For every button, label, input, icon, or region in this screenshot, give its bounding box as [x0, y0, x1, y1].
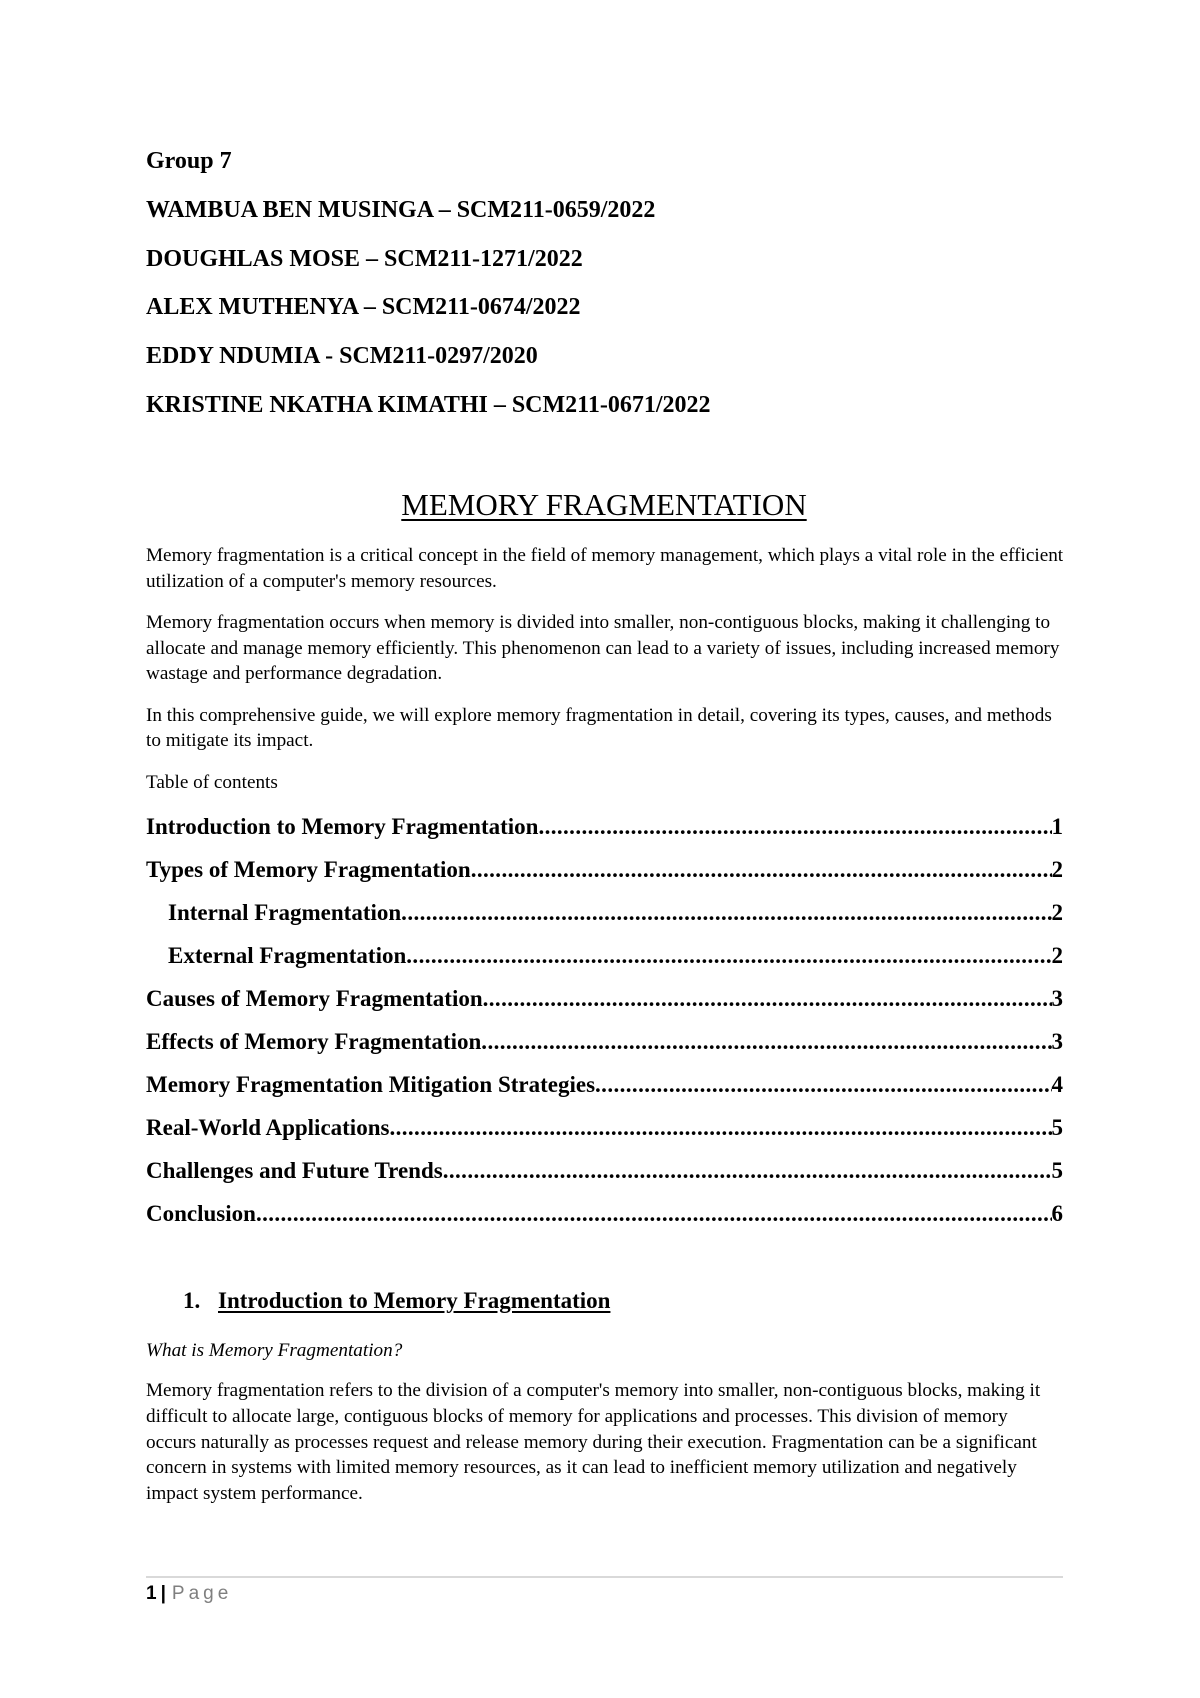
intro-paragraph: In this comprehensive guide, we will explore memory fragmentation in detail, covering its types, causes, and methods to mitigate its impact.: [146, 704, 1052, 751]
toc-entry-page: 4: [1051, 1072, 1063, 1097]
toc-entry-label: Memory Fragmentation Mitigation Strategies: [146, 1072, 596, 1097]
section-title: Introduction to Memory Fragmentation: [218, 1288, 611, 1313]
toc-entry-label: Internal Fragmentation: [168, 900, 402, 925]
toc-entry[interactable]: [146, 1027, 1063, 1070]
toc-subentry[interactable]: [146, 898, 1063, 941]
toc-entry-label: Causes of Memory Fragmentation: [146, 986, 483, 1011]
toc-entry[interactable]: [146, 1199, 1063, 1242]
group-heading: Group 7: [146, 148, 232, 174]
toc-entry-page: 3: [1051, 1029, 1063, 1054]
member-line: WAMBUA BEN MUSINGA – SCM211-0659/2022: [146, 196, 656, 223]
document-title: MEMORY FRAGMENTATION: [401, 487, 807, 522]
toc-entry[interactable]: [146, 1113, 1063, 1156]
toc-dot-leader: [471, 855, 1052, 885]
toc-dot-leader: [483, 984, 1052, 1014]
toc-entry-label: Challenges and Future Trends: [146, 1158, 443, 1183]
toc-entry-label: External Fragmentation: [168, 943, 407, 968]
intro-paragraph: Memory fragmentation occurs when memory is divided into smaller, non-contiguous blocks, making it challenging to allocate and manage memory efficiently. This phenomenon can lead to a variety of issues, including increased memory wastage and performance degradation.: [146, 612, 1060, 684]
toc-entry-page: 5: [1051, 1115, 1063, 1140]
footer-separator: |: [160, 1583, 166, 1604]
table-of-contents: [146, 812, 1063, 1242]
toc-dot-leader: [406, 941, 1051, 971]
toc-dot-leader: [538, 812, 1051, 842]
toc-entry[interactable]: [146, 1070, 1063, 1113]
toc-entry-label: Types of Memory Fragmentation: [146, 857, 471, 882]
toc-dot-leader: [389, 1113, 1051, 1143]
toc-entry[interactable]: [146, 855, 1063, 898]
toc-entry-page: 5: [1051, 1158, 1063, 1183]
toc-dot-leader: [481, 1027, 1051, 1057]
toc-entry-page: 2: [1051, 857, 1063, 882]
member-line: KRISTINE NKATHA KIMATHI – SCM211-0671/2022: [146, 391, 711, 418]
toc-entry-label: Real-World Applications: [146, 1115, 390, 1140]
toc-subentry[interactable]: [146, 941, 1063, 984]
footer-page-word: Page: [171, 1583, 233, 1604]
toc-entry-label: Introduction to Memory Fragmentation: [146, 814, 539, 839]
footer-divider: [146, 1576, 1063, 1578]
group-members-block: [146, 146, 1066, 439]
page-footer: [146, 1582, 232, 1606]
member-line: DOUGHLAS MOSE – SCM211-1271/2022: [146, 245, 583, 272]
toc-entry-page: 2: [1051, 943, 1063, 968]
section-heading: [183, 1286, 610, 1316]
toc-dot-leader: [595, 1070, 1051, 1100]
toc-heading: Table of contents: [146, 772, 278, 793]
toc-entry-page: 2: [1051, 900, 1063, 925]
toc-entry-page: 3: [1051, 986, 1063, 1011]
toc-entry[interactable]: [146, 984, 1063, 1027]
toc-entry[interactable]: [146, 1156, 1063, 1199]
toc-entry-page: 6: [1051, 1201, 1063, 1226]
intro-paragraph: Memory fragmentation is a critical concept in the field of memory management, which plays a vital role in the efficient utilization of a computer's memory resources.: [146, 545, 1064, 592]
toc-dot-leader: [401, 898, 1051, 928]
subheading-question: What is Memory Fragmentation?: [146, 1340, 403, 1361]
section-number: 1.: [183, 1288, 201, 1313]
member-line: EDDY NDUMIA - SCM211-0297/2020: [146, 343, 538, 370]
toc-entry-label: Conclusion: [146, 1201, 256, 1226]
toc-entry-page: 1: [1051, 814, 1063, 839]
intro-section: [146, 543, 1066, 770]
toc-entry-label: Effects of Memory Fragmentation: [146, 1029, 482, 1054]
section-body-paragraph: Memory fragmentation refers to the division of a computer's memory into smaller, non-contiguous blocks, making it difficult to allocate large, contiguous blocks of memory for applications and processes. This division of memory occurs naturally as processes request and release memory during their execution. Fragmentation can be a significant concern in systems with limited memory resources, as it can lead to inefficient memory utilization and negatively impact system performance.: [146, 1380, 1041, 1505]
toc-dot-leader: [443, 1156, 1052, 1186]
member-line: ALEX MUTHENYA – SCM211-0674/2022: [146, 294, 581, 321]
toc-dot-leader: [256, 1199, 1052, 1229]
footer-page-number: 1: [146, 1583, 157, 1604]
toc-entry[interactable]: [146, 812, 1063, 855]
